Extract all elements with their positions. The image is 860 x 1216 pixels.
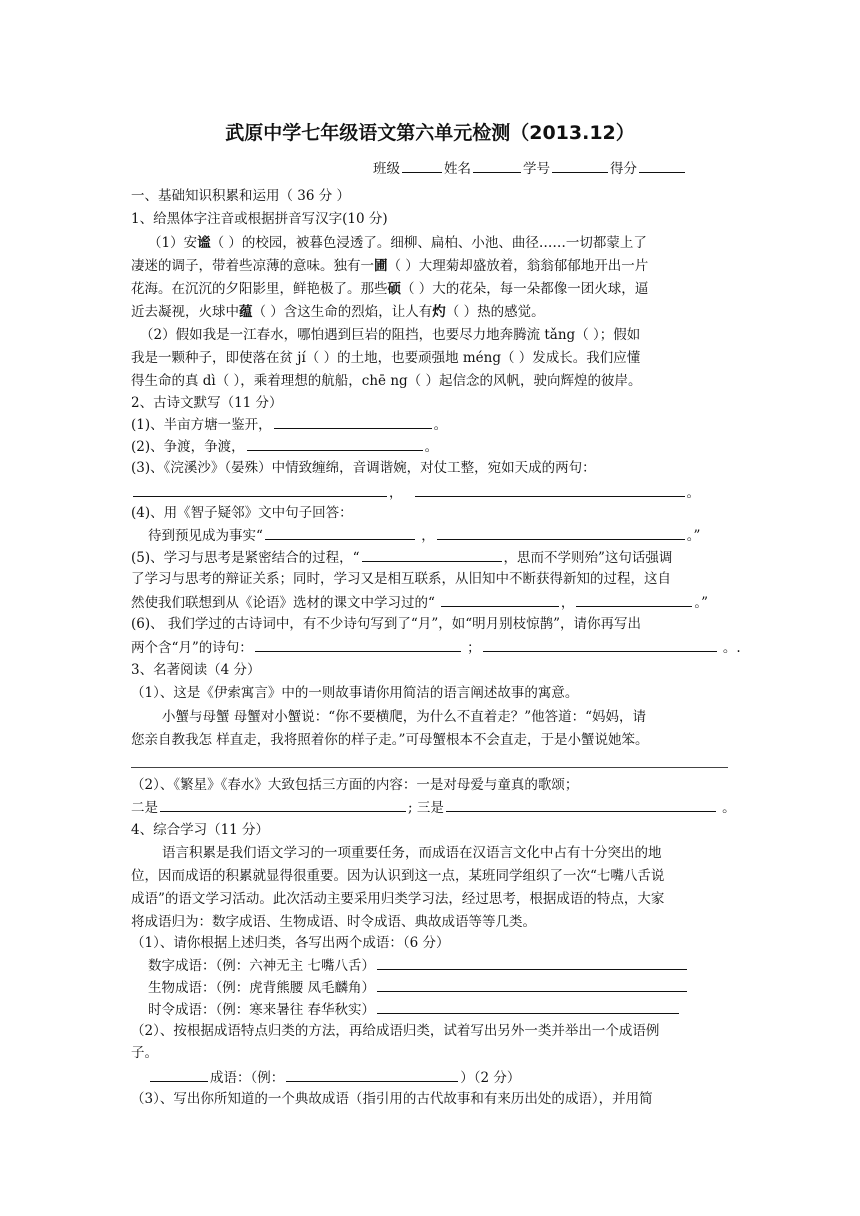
section-heading: 一、基础知识积累和运用（ 36 分 ） — [131, 188, 351, 204]
q1-p1-line3: 花海。在沉沉的夕阳影里，鲜艳极了。那些硕（ ）大的花朵，每一朵都像一团火球，逼 — [131, 281, 649, 297]
score-label: 得分 — [610, 161, 637, 177]
answer-blank[interactable] — [160, 797, 406, 812]
answer-blank[interactable] — [255, 637, 461, 652]
answer-blank[interactable] — [362, 547, 502, 562]
score-blank[interactable] — [639, 158, 685, 173]
q2-item6-line2: 两个含“月”的诗句： ； 。. — [131, 637, 741, 658]
q4-season-idioms: 时令成语：（例：寒来暑往 春华秋实） — [148, 999, 681, 1020]
answer-blank[interactable] — [446, 797, 716, 812]
q3-heading: 3、名著阅读（4 分） — [131, 662, 261, 678]
q2-item4-answer: 待到预见成为事实“ ， 。” — [148, 525, 700, 546]
q2-heading: 2、古诗文默写（11 分） — [131, 395, 283, 411]
q4-sub3: （3）、写出你所知道的一个典故成语（指引用的古代故事和有来历出处的成语），并用简 — [131, 1091, 653, 1107]
q1-p2-line3: 得生命的真 dì（ ），乘着理想的航船，chē ng（ ）起信念的风帆，驶向辉煌的彼岸。 — [131, 373, 642, 389]
answer-blank[interactable] — [415, 482, 685, 497]
answer-blank[interactable] — [483, 637, 717, 652]
q2-item2: (2)、争渡，争渡， 。 — [131, 436, 438, 457]
q2-item5-line3: 然使我们联想到从《论语》选材的课文中学习过的“ ， 。” — [131, 592, 708, 613]
q2-item5-line2: 了学习与思考的辩证关系；同时，学习又是相互联系，从旧知中不断获得新知的过程，这自 — [131, 571, 671, 587]
q4-para-line1: 语言积累是我们语文学习的一项重要任务，而成语在汉语言文化中占有十分突出的地 — [162, 845, 662, 861]
q2-item3: (3)、《浣溪沙》（晏殊）中情致缠绵，音调谐婉，对仗工整，宛如天成的两句： — [131, 460, 596, 476]
q4-sub1: （1）、请你根据上述归类，各写出两个成语：（6 分） — [131, 935, 450, 951]
name-blank[interactable] — [473, 158, 521, 173]
answer-blank[interactable] — [247, 436, 423, 451]
q1-p1-line1: （1）安谧（ ）的校园，被暮色浸透了。细柳、扁柏、小池、曲径……一切都蒙上了 — [148, 235, 647, 251]
q3-story-line1: 小蟹与母蟹 母蟹对小蟹说：“你不要横爬，为什么不直着走？”他答道：“妈妈，请 — [162, 709, 646, 725]
q4-heading: 4、综合学习（11 分） — [131, 822, 270, 838]
number-blank[interactable] — [552, 158, 608, 173]
answer-blank[interactable] — [133, 482, 387, 497]
q4-number-idioms: 数字成语：（例：六神无主 七嘴八舌） — [148, 955, 689, 976]
q2-item4: (4)、用《智子疑邻》文中句子回答： — [131, 505, 353, 521]
answer-blank[interactable] — [265, 525, 415, 540]
number-label: 学号 — [523, 161, 550, 177]
class-label: 班级 — [373, 161, 400, 177]
name-label: 姓名 — [444, 161, 471, 177]
q2-item5-line1: (5)、学习与思考是紧密结合的过程，“ ，思而不学则殆”这句话强调 — [131, 547, 672, 568]
q3-sub2-answer: 二是 ; 三是 。 — [131, 797, 736, 818]
q1-p1-line2: 凄迷的调子，带着些凉薄的意味。独有一圃（ ）大理菊却盛放着，翁翁郁郁地开出一片 — [131, 258, 649, 274]
q4-sub2-line2: 子。 — [131, 1045, 158, 1061]
class-blank[interactable] — [402, 158, 442, 173]
q3-story-line2: 您亲自教我怎 样直走，我将照着你的样子走。”可母蟹根本不会直走，于是小蟹说她笨。 — [131, 732, 649, 748]
q3-sub2: （2）、《繁星》《春水》大致包括三方面的内容：一是对母爱与童真的歌颂； — [131, 777, 579, 793]
answer-blank[interactable] — [377, 955, 687, 970]
q4-sub2-line1: （2）、按根据成语特点归类的方法，再给成语归类，试着写出另外一类并举出一个成语例 — [131, 1023, 660, 1039]
q4-para-line3: 成语”的语文学习活动。此次活动主要采用归类学习法，经过思考，根据成语的特点，大家 — [131, 891, 665, 907]
q1-heading: 1、给黑体字注音或根据拼音写汉字(10 分) — [131, 211, 388, 227]
answer-line[interactable] — [131, 767, 728, 768]
answer-blank[interactable] — [286, 1067, 458, 1082]
answer-blank[interactable] — [576, 592, 692, 607]
q4-sub2-answer: 成语：（例： ）（2 分） — [148, 1067, 520, 1088]
q2-item1: (1)、半亩方塘一鉴开， 。 — [131, 414, 447, 435]
answer-blank[interactable] — [274, 414, 432, 429]
answer-blank[interactable] — [377, 999, 679, 1014]
page-title: 武原中学七年级语文第六单元检测（2013.12） — [225, 122, 635, 144]
q4-para-line4: 将成语归为：数字成语、生物成语、时令成语、典故成语等等几类。 — [131, 914, 536, 930]
q3-sub1: （1）、这是《伊索寓言》中的一则故事请你用简洁的语言阐述故事的寓意。 — [131, 685, 579, 701]
answer-blank[interactable] — [150, 1067, 208, 1082]
q4-creature-idioms: 生物成语：（例：虎背熊腰 凤毛麟角） — [148, 977, 689, 998]
answer-blank[interactable] — [441, 592, 559, 607]
q4-para-line2: 位，因而成语的积累就显得很重要。因为认识到这一点，某班同学组织了一次“七嘴八舌说 — [131, 868, 665, 884]
q1-p1-line4: 近去凝视，火球中蕴（ ）含这生命的烈焰，让人有灼（ ）热的感觉。 — [131, 304, 545, 320]
q2-item6-line1: (6)、 我们学过的古诗词中，有不少诗句写到了“月”，如“明月别枝惊鹊”，请你再写出 — [131, 616, 642, 632]
header-fields — [373, 158, 687, 179]
q1-p2-line2: 我是一颗种子，即使落在贫 jí（ ）的土地，也要顽强地 méng（ ）发成长。我们应懂 — [131, 350, 641, 366]
q1-p2-line1: （2）假如我是一江春水，哪怕遇到巨岩的阻挡，也要尽力地奔腾流 tǎng（ ）；假如 — [140, 327, 641, 343]
answer-blank[interactable] — [377, 977, 687, 992]
q2-item3-answers: ， 。 — [131, 482, 700, 503]
answer-blank[interactable] — [437, 525, 685, 540]
